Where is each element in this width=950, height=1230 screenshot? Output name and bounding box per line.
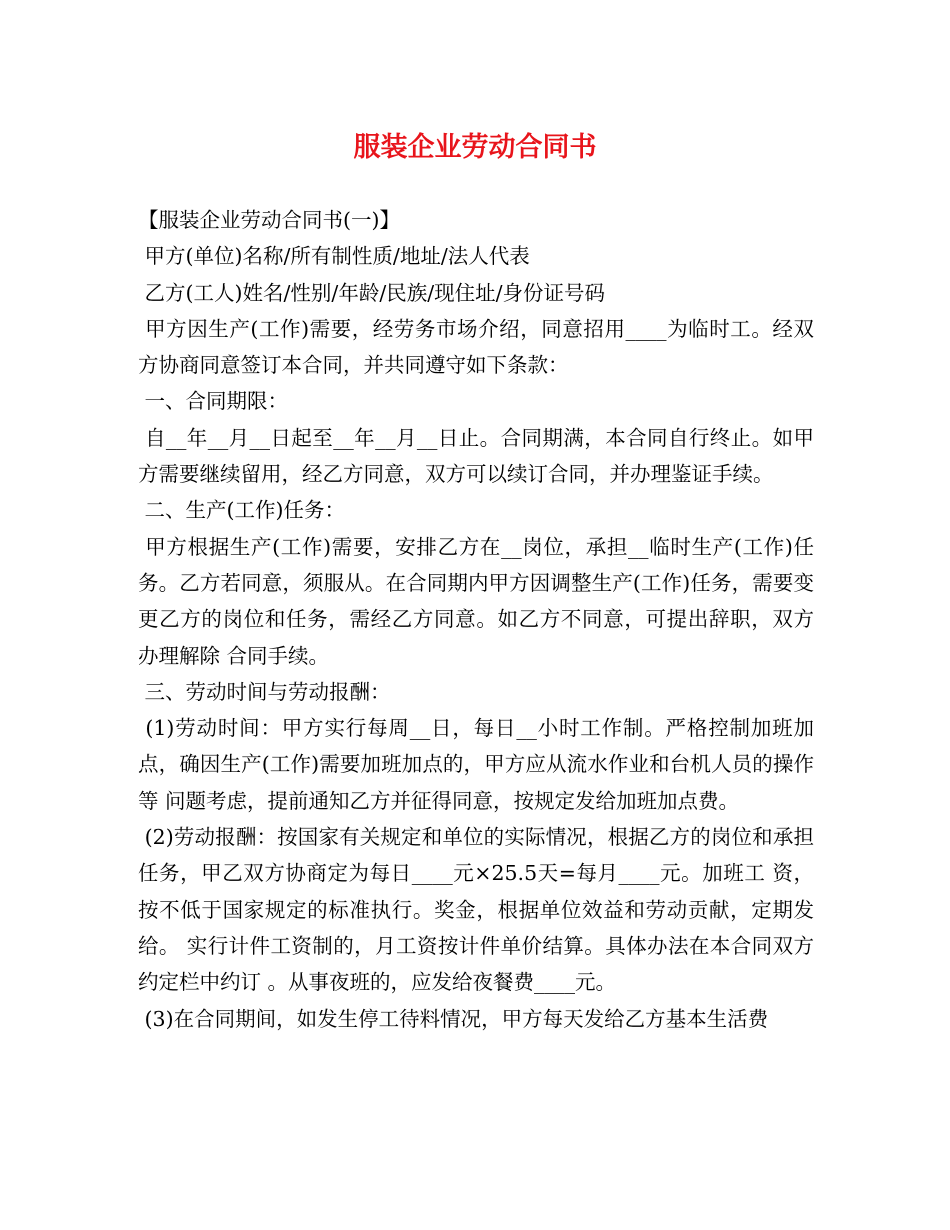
section-heading-tasks: 二、生产(工作)任务： — [138, 498, 346, 523]
doc-subtitle: 【服装企业劳动合同书(一)】 — [138, 208, 400, 232]
document-title: 服装企业劳动合同书 — [353, 132, 597, 163]
working-hours-paragraph: (1)劳动时间：甲方实行每周__日，每日__小时工作制。严格控制加班加点，确因生产(工作)需要加班加点的，甲方应从流水作业和台机人员的操作等 问题考虑，提前通知乙方并征得同意，按规定发给加班加点费。 — [138, 716, 814, 813]
party-b-fields: 乙方(工人)姓名/性别/年龄/民族/现住址/身份证号码 — [138, 280, 606, 305]
section-heading-hours-pay: 三、劳动时间与劳动报酬： — [138, 679, 391, 704]
term-paragraph: 自__年__月__日起至__年__月__日止。合同期满，本合同自行终止。如甲方需要继续留用，经乙方同意，双方可以续订合同，并办理鉴证手续。 — [138, 425, 814, 487]
tasks-paragraph: 甲方根据生产(工作)需要，安排乙方在__岗位，承担__临时生产(工作)任务。乙方若同意，须服从。在合同期内甲方因调整生产(工作)任务，需要变 更乙方的岗位和任务，需经乙方同意。如乙方不同意，可提出辞职，双方办理解除 合同手续。 — [138, 534, 821, 668]
preamble-paragraph: 甲方因生产(工作)需要，经劳务市场介绍，同意招用____为临时工。经双方协商同意签订本合同，并共同遵守如下条款： — [138, 316, 814, 378]
work-stoppage-paragraph: (3)在合同期间，如发生停工待料情况，甲方每天发给乙方基本生活费 — [138, 1006, 769, 1031]
remuneration-paragraph: (2)劳动报酬：按国家有关规定和单位的实际情况，根据乙方的岗位和承担任务，甲乙双方协商定为每日____元×25.5天=每月____元。加班工 资，按不低于国家规定的标准执行。奖金，根据单位效益和劳动贡献，定期发给。 实行计件工资制的，月工资按计件单价结算。具体办法在本合同双方约定栏中约订 。从事夜班的，应发给夜餐费____元。 — [138, 825, 814, 995]
party-a-fields: 甲方(单位)名称/所有制性质/地址/法人代表 — [138, 244, 530, 269]
section-heading-term: 一、合同期限： — [138, 389, 289, 414]
document-body — [138, 202, 821, 1037]
